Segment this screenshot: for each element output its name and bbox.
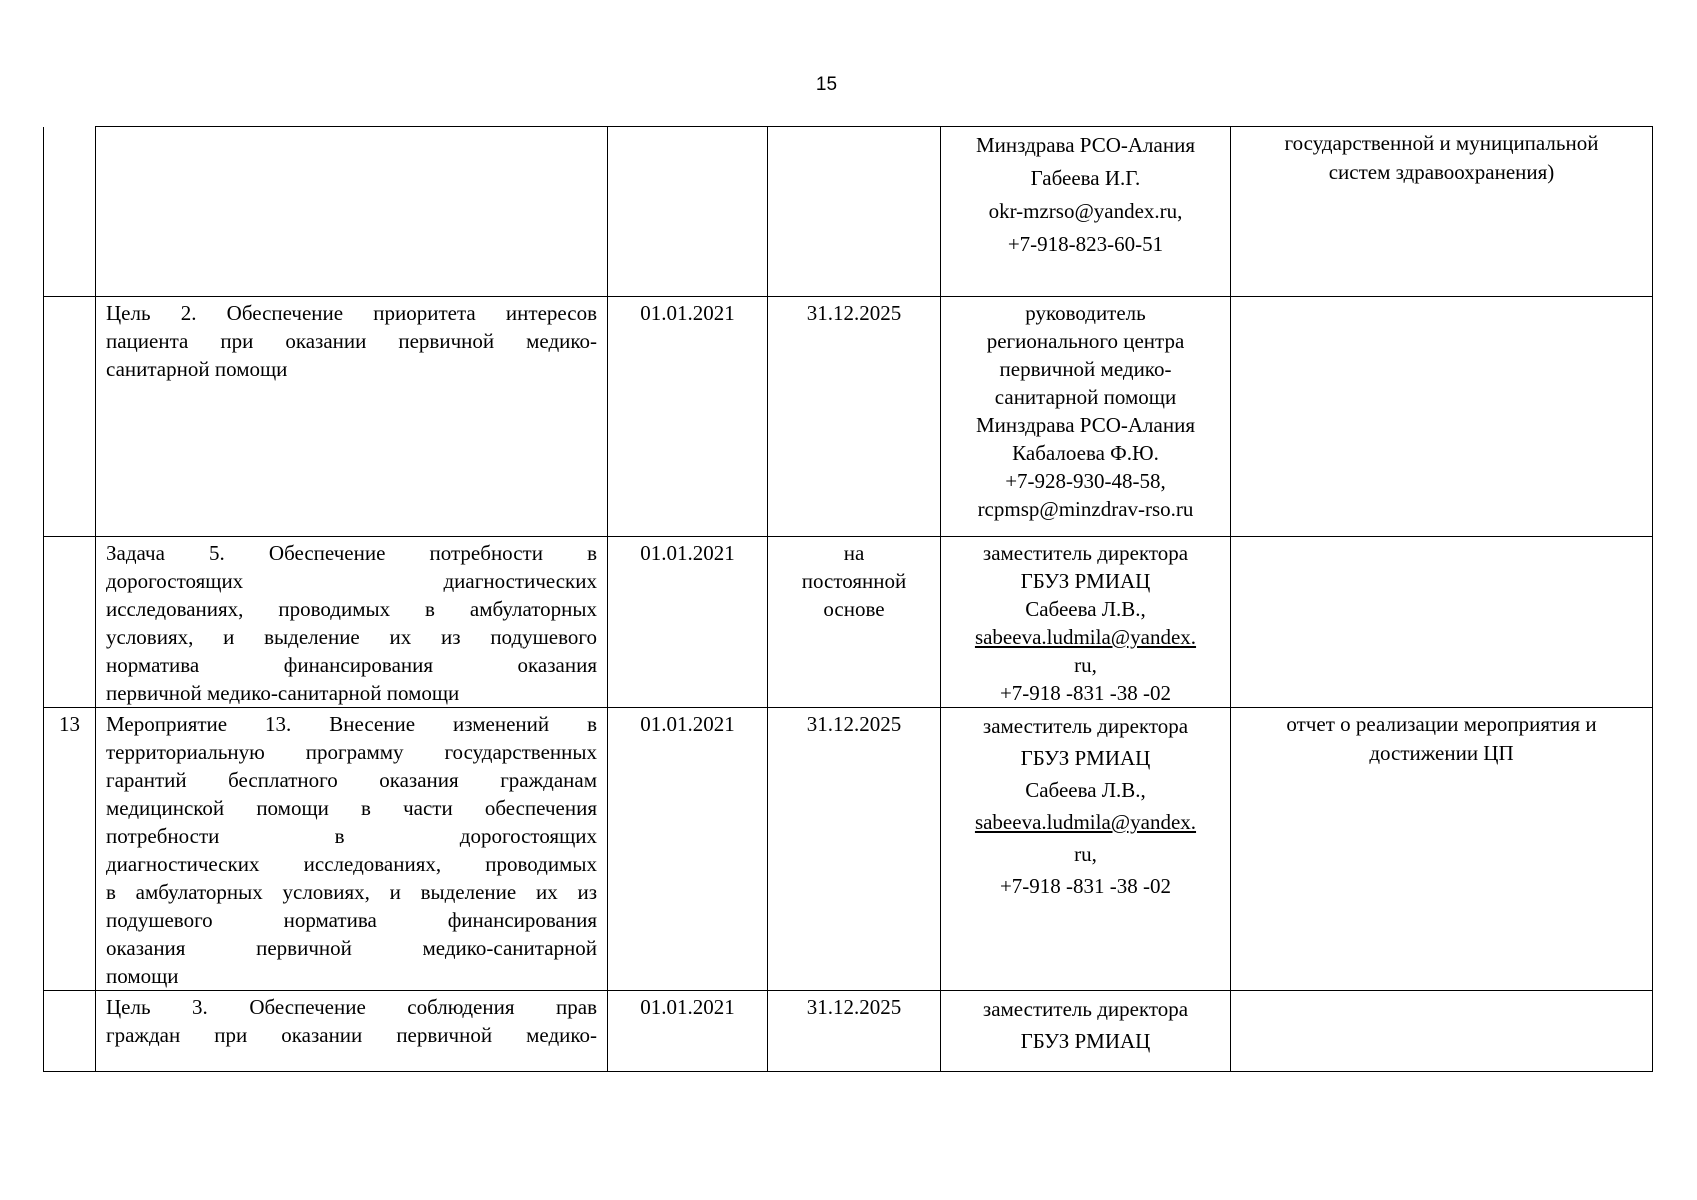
responsible-line: +7-918-823-60-51 (1007, 232, 1164, 256)
description-line: Мероприятие 13. Внесение изменений в (106, 712, 597, 736)
responsible-line: ГБУЗ РМИАЦ (1020, 1029, 1151, 1053)
end-date-cell (768, 297, 941, 537)
responsible-line: санитарной помощи (994, 385, 1177, 409)
responsible-line: руководитель (1025, 301, 1146, 325)
responsible-line: +7-918 -831 -38 -02 (999, 681, 1172, 705)
description-line: гарантий бесплатного оказания гражданам (106, 768, 597, 792)
result-line: отчет о реализации мероприятия и (1286, 712, 1597, 736)
end-date-line: 31.12.2025 (806, 712, 902, 736)
responsible-cell (941, 991, 1231, 1072)
responsible-line: +7-928-930-48-58, (1005, 469, 1166, 493)
result-cell (1231, 297, 1653, 537)
responsible-line: ГБУЗ РМИАЦ (1020, 746, 1151, 770)
row-number-cell: 13 (44, 708, 96, 991)
description-line: помощи (106, 964, 179, 988)
row-number-cell (44, 991, 96, 1072)
responsible-line: rcpmsp@minzdrav-rso.ru (977, 497, 1194, 521)
result-cell (1231, 708, 1653, 991)
responsible-line: ГБУЗ РМИАЦ (1020, 569, 1151, 593)
description-line: территориальную программу государственных (106, 740, 597, 764)
description-line: оказания первичной медико-санитарной (106, 936, 597, 960)
responsible-line: okr-mzrso@yandex.ru, (988, 199, 1183, 223)
table-row (44, 991, 1653, 1072)
row-number-cell (44, 297, 96, 537)
description-line: условиях, и выделение их из подушевого (106, 625, 597, 649)
end-date-line: на (843, 541, 865, 565)
responsible-email-link[interactable]: sabeeva.ludmila@yandex. (974, 810, 1197, 834)
table-row (44, 297, 1653, 537)
description-line: норматива финансирования оказания (106, 653, 597, 677)
table-row (44, 127, 1653, 297)
table-row (44, 708, 1653, 991)
description-cell (96, 708, 608, 991)
start-date-cell (608, 127, 768, 297)
responsible-line: ru, (1074, 842, 1097, 866)
description-cell (96, 297, 608, 537)
table-row (44, 537, 1653, 708)
responsible-line: регионального центра (986, 329, 1185, 353)
responsible-line: +7-918 -831 -38 -02 (999, 874, 1172, 898)
responsible-cell (941, 708, 1231, 991)
description-line: санитарной помощи (106, 357, 288, 381)
result-line: государственной и муниципальной (1284, 131, 1599, 155)
end-date-cell (768, 537, 941, 708)
responsible-line: заместитель директора (982, 541, 1189, 565)
responsible-cell (941, 537, 1231, 708)
responsible-line: первичной медико- (999, 357, 1172, 381)
description-line: Цель 3. Обеспечение соблюдения прав (106, 995, 597, 1019)
description-line: исследованиях, проводимых в амбулаторных (106, 597, 597, 621)
result-line: достижении ЦП (1369, 741, 1514, 765)
responsible-line: Габеева И.Г. (1030, 166, 1141, 190)
responsible-line: Сабеева Л.В., (1025, 778, 1146, 802)
responsible-line: заместитель директора (982, 997, 1189, 1021)
responsible-cell (941, 297, 1231, 537)
description-line: потребности в дорогостоящих (106, 824, 597, 848)
end-date-line: 31.12.2025 (806, 995, 902, 1019)
end-date-cell (768, 708, 941, 991)
page-number: 15 (815, 74, 838, 95)
description-cell (96, 991, 608, 1072)
description-line: Цель 2. Обеспечение приоритета интересов (106, 301, 597, 325)
description-cell (96, 537, 608, 708)
start-date-cell: 01.01.2021 (608, 991, 768, 1072)
end-date-cell (768, 991, 941, 1072)
end-date-line: 31.12.2025 (806, 301, 902, 325)
description-line: медицинской помощи в части обеспечения (106, 796, 597, 820)
responsible-cell (941, 127, 1231, 297)
description-line: в амбулаторных условиях, и выделение их из (106, 880, 597, 904)
description-line: дорогостоящих диагностических (106, 569, 597, 593)
responsible-line: Минздрава РСО-Алания (976, 413, 1195, 437)
description-line: Задача 5. Обеспечение потребности в (106, 541, 597, 565)
responsible-line: заместитель директора (982, 714, 1189, 738)
responsible-email-link[interactable]: sabeeva.ludmila@yandex. (974, 625, 1197, 649)
start-date-cell: 01.01.2021 (608, 708, 768, 991)
description-line: граждан при оказании первичной медико- (106, 1023, 597, 1047)
end-date-line: основе (823, 597, 885, 621)
responsible-line: ru, (1074, 653, 1097, 677)
result-cell (1231, 127, 1653, 297)
responsible-line: Сабеева Л.В., (1025, 597, 1146, 621)
result-cell (1231, 991, 1653, 1072)
description-line: диагностических исследованиях, проводимых (106, 852, 597, 876)
row-number-cell (44, 127, 96, 297)
end-date-line: постоянной (801, 569, 907, 593)
description-line: подушевого норматива финансирования (106, 908, 597, 932)
responsible-line: Минздрава РСО-Алания (976, 133, 1195, 157)
end-date-cell (768, 127, 941, 297)
start-date-cell: 01.01.2021 (608, 537, 768, 708)
row-number-cell (44, 537, 96, 708)
result-line: систем здравоохранения) (1328, 160, 1555, 184)
description-cell (96, 127, 608, 297)
result-cell (1231, 537, 1653, 708)
description-line: пациента при оказании первичной медико- (106, 329, 597, 353)
description-line: первичной медико-санитарной помощи (106, 681, 460, 705)
start-date-cell: 01.01.2021 (608, 297, 768, 537)
responsible-line: Кабалоева Ф.Ю. (1012, 441, 1159, 465)
plan-table (43, 126, 1653, 1072)
